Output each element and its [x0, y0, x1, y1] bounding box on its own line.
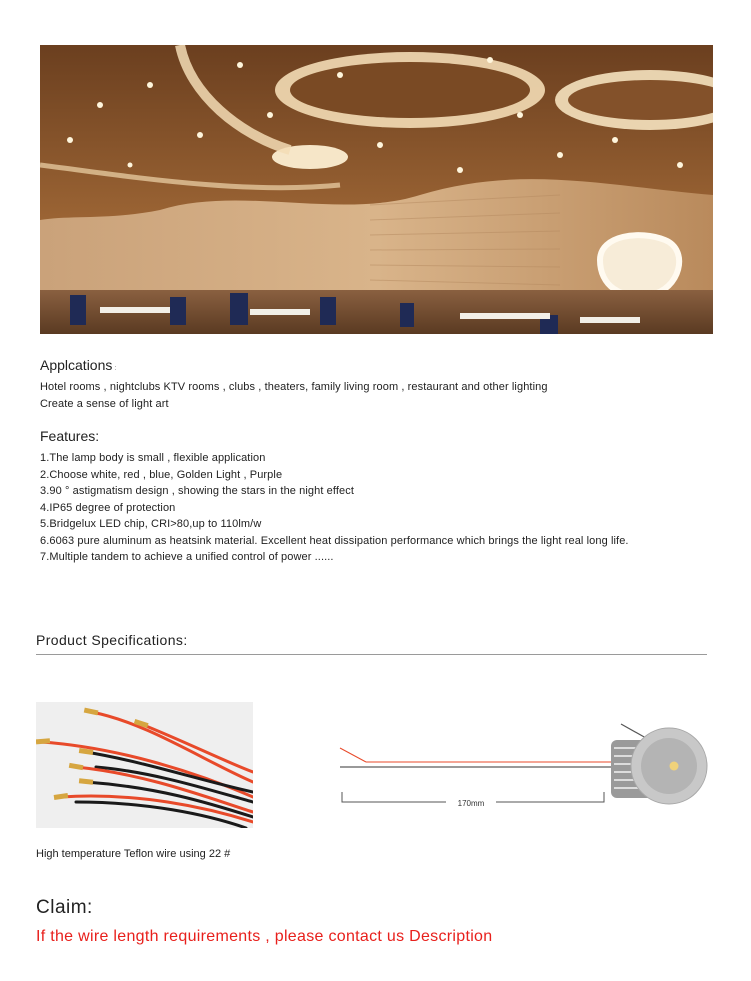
led-lamp-icon [611, 724, 707, 804]
restaurant-interior-image [40, 45, 713, 334]
feature-item: 7.Multiple tandem to achieve a unified control of power ...... [40, 551, 334, 563]
features-title: Features: [40, 428, 100, 444]
specifications-title: Product Specifications: [36, 632, 188, 648]
applications-title-suffix: : [114, 365, 117, 372]
applications-heading [40, 357, 116, 373]
feature-item: 3.90 ° astigmatism design , showing the stars in the night effect [40, 485, 354, 497]
wire-bundle-image [36, 702, 253, 828]
claim-title: Claim: [36, 897, 93, 918]
wire-caption: High temperature Teflon wire using 22 # [36, 848, 231, 860]
hero-photo [40, 45, 713, 334]
applications-title: Applcations [40, 357, 113, 373]
section-divider [36, 654, 707, 655]
dimension-label: 170mm [457, 799, 485, 808]
feature-item: 2.Choose white, red , blue, Golden Light , Purple [40, 468, 283, 481]
claim-text: If the wire length requirements , please contact us Description [36, 928, 493, 945]
feature-item: 6.6063 pure aluminum as heatsink material. Excellent heat dissipation performance which brings the light real long life. [40, 534, 629, 547]
applications-line: Create a sense of light art [40, 397, 169, 410]
features-list [40, 450, 629, 566]
dimension-diagram [336, 718, 716, 818]
feature-item: 5.Bridgelux LED chip, CRI>80,up to 110lm/w [40, 518, 262, 530]
teflon-wire-photo [36, 702, 253, 828]
applications-text [40, 379, 548, 412]
applications-line: Hotel rooms , nightclubs KTV rooms , clubs , theaters, family living room , restaurant and other lighting [40, 381, 548, 393]
lamp-dimension-drawing [336, 718, 716, 818]
feature-item: 1.The lamp body is small , flexible application [40, 452, 266, 464]
feature-item: 4.IP65 degree of protection [40, 501, 176, 514]
